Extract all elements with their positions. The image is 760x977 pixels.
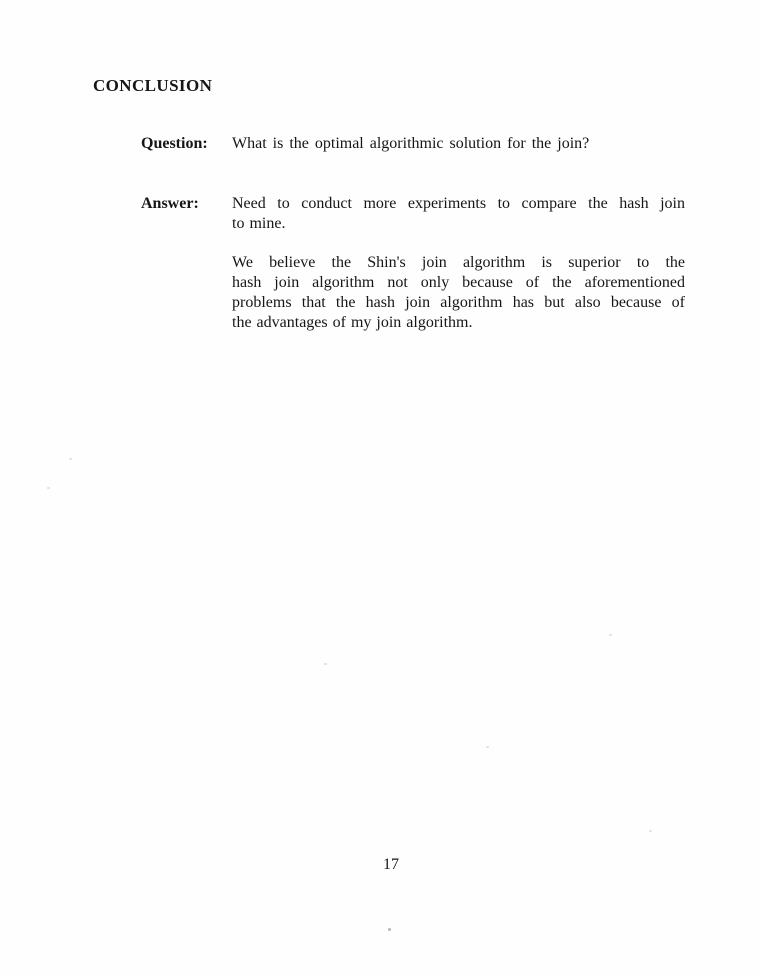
answer-paragraph-2-line: hash join algorithm not only because of the aforementioned [232, 274, 685, 292]
question-label: Question: [141, 135, 208, 152]
scan-speck [609, 634, 612, 636]
answer-paragraph-1-line: Need to conduct more experiments to compare the hash join [232, 195, 685, 212]
scan-speck [486, 746, 489, 748]
answer-paragraph-1 [232, 194, 685, 233]
answer-label: Answer: [141, 195, 199, 212]
scan-speck [69, 458, 72, 460]
answer-paragraph-2-line: problems that the hash join algorithm has but also because of [232, 293, 685, 311]
question-text: What is the optimal algorithmic solution for the join? [232, 135, 590, 152]
answer-paragraph-1-line: to mine. [232, 214, 286, 232]
question-text-block [232, 134, 685, 154]
scan-speck [388, 928, 391, 931]
answer-paragraph-2 [232, 253, 685, 332]
scan-speck [47, 487, 50, 489]
page-number: 17 [383, 856, 399, 873]
answer-text-block [232, 194, 685, 332]
section-heading: CONCLUSION [93, 76, 213, 95]
scan-speck [649, 830, 652, 832]
answer-paragraph-2-line: the advantages of my join algorithm. [232, 313, 473, 331]
answer-paragraph-2-line: We believe the Shin's join algorithm is superior to the [232, 254, 685, 272]
scan-speck [324, 663, 327, 665]
